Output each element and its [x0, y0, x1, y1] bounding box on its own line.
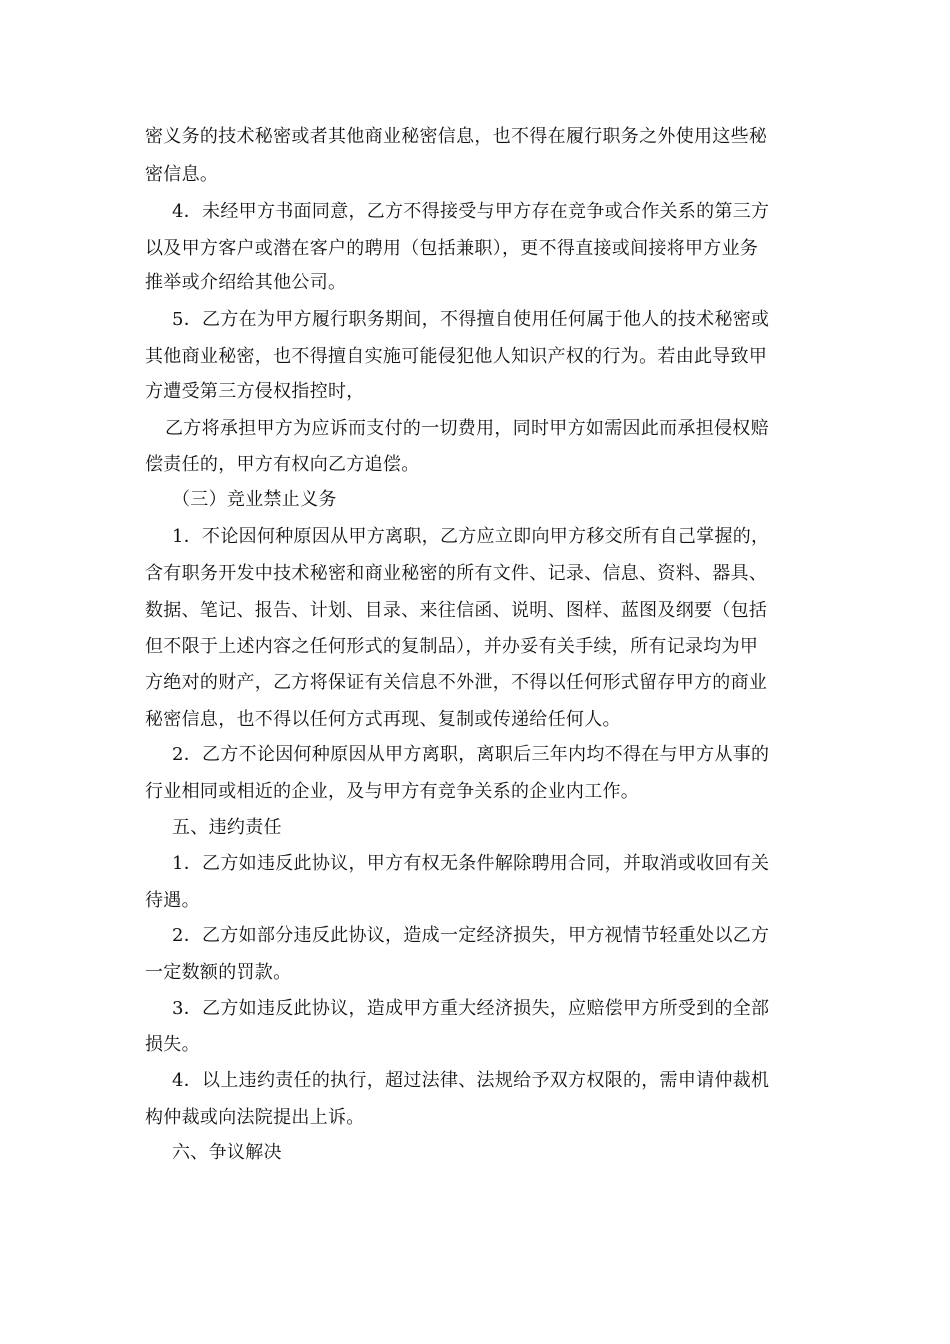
paragraph-2-line: 2．乙方如部分违反此协议，造成一定经济损失，甲方视情节轻重处以乙方 [172, 925, 770, 946]
text-line: 含有职务开发中技术秘密和商业秘密的所有文件、记录、信息、资料、器具、 [145, 563, 768, 584]
text-line: 数据、笔记、报告、计划、目录、来往信函、说明、图样、蓝图及纲要（包括 [145, 600, 768, 621]
text-line: 其他商业秘密，也不得擅自实施可能侵犯他人知识产权的行为。若由此导致甲 [145, 346, 768, 367]
paragraph-5-line: 5．乙方在为甲方履行职务期间，不得擅自使用任何属于他人的技术秘密或 [172, 309, 770, 330]
text-line: 偿责任的，甲方有权向乙方追偿。 [145, 454, 420, 475]
text-line: 方绝对的财产，乙方将保证有关信息不外泄，不得以任何形式留存甲方的商业 [145, 672, 768, 693]
paragraph-4-line: 4．以上违约责任的执行，超过法律、法规给予双方权限的，需申请仲裁机 [172, 1070, 770, 1091]
text-line: 损失。 [145, 1034, 200, 1055]
text-line: 方遭受第三方侵权指控时， [145, 381, 365, 402]
paragraph-1-line: 1．乙方如违反此协议，甲方有权无条件解除聘用合同，并取消或收回有关 [172, 853, 770, 874]
paragraph-1-line: 1．不论因何种原因从甲方离职，乙方应立即向甲方移交所有自己掌握的， [172, 526, 770, 547]
text-line: 乙方将承担甲方为应诉而支付的一切费用，同时甲方如需因此而承担侵权赔 [165, 418, 769, 439]
section-heading-dispute: 六、争议解决 [172, 1142, 282, 1163]
section-heading-liability: 五、违约责任 [172, 817, 282, 838]
paragraph-2-line: 2．乙方不论因何种原因从甲方离职，离职后三年内均不得在与甲方从事的 [172, 744, 770, 765]
text-line: 密信息。 [145, 164, 219, 185]
text-line: 推举或介绍给其他公司。 [145, 272, 347, 293]
text-line: 秘密信息，也不得以任何方式再现、复制或传递给任何人。 [145, 709, 621, 730]
text-line: 构仲裁或向法院提出上诉。 [145, 1107, 365, 1128]
text-line: 密义务的技术秘密或者其他商业秘密信息，也不得在履行职务之外使用这些秘 [145, 126, 768, 147]
paragraph-4-line: 4．未经甲方书面同意，乙方不得接受与甲方存在竞争或合作关系的第三方 [172, 201, 770, 222]
text-line: 一定数额的罚款。 [145, 962, 292, 983]
text-line: 行业相同或相近的企业，及与甲方有竞争关系的企业内工作。 [145, 781, 640, 802]
text-line: 以及甲方客户或潜在客户的聘用（包括兼职），更不得直接或间接将甲方业务 [145, 238, 759, 259]
paragraph-3-line: 3．乙方如违反此协议，造成甲方重大经济损失，应赔偿甲方所受到的全部 [172, 998, 770, 1019]
text-line: 待遇。 [145, 890, 200, 911]
section-heading-non-compete: （三）竞业禁止义务 [172, 489, 337, 510]
text-line: 但不限于上述内容之任何形式的复制品），并办妥有关手续，所有记录均为甲 [145, 636, 759, 657]
